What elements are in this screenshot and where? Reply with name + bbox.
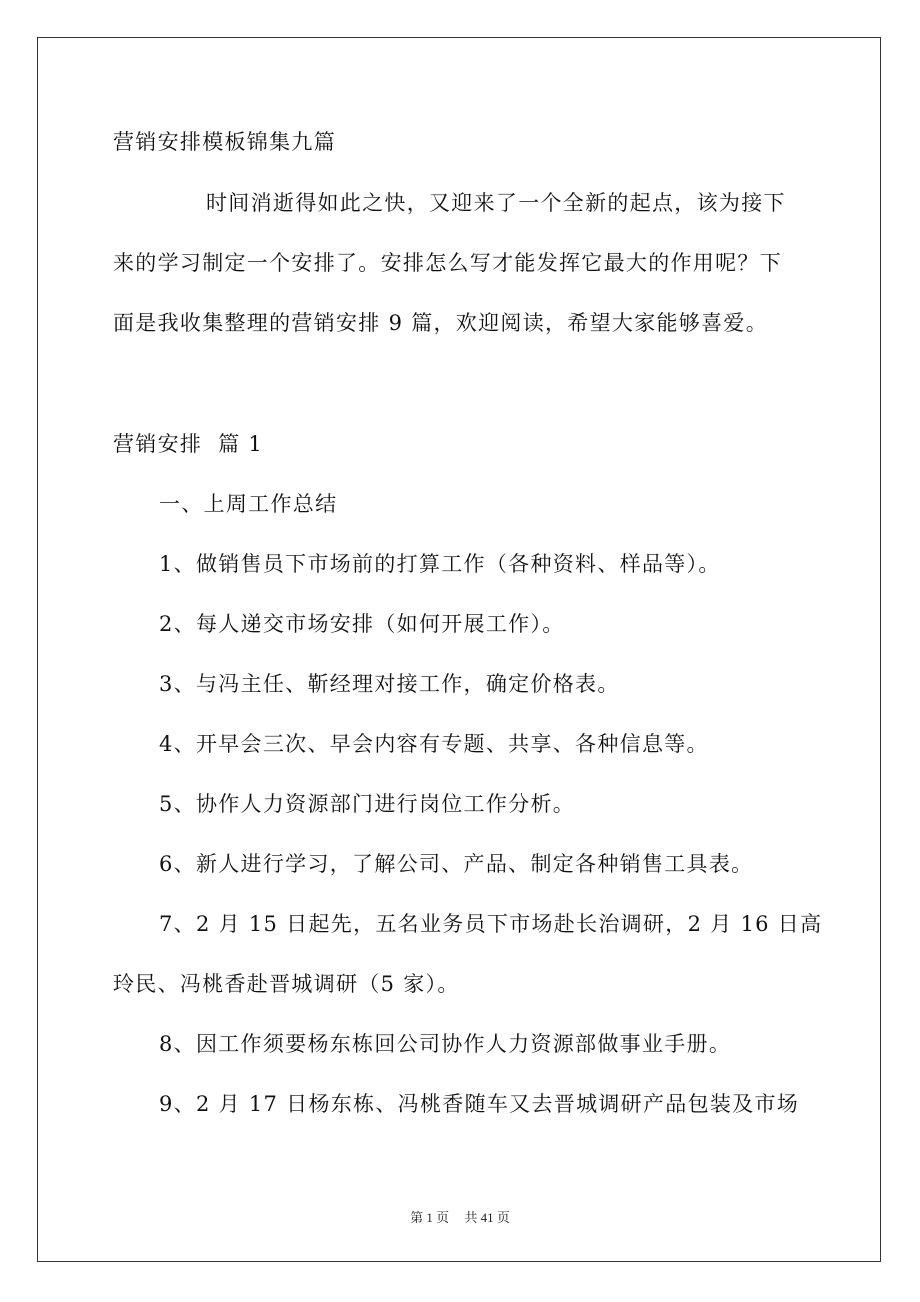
list-item: 2、每人递交市场安排（如何开展工作）。 — [159, 612, 565, 636]
subsection-title: 一、上周工作总结 — [159, 492, 338, 516]
list-item: 4、开早会三次、早会内容有专题、共享、各种信息等。 — [159, 732, 709, 756]
list-item: 5、协作人力资源部门进行岗位工作分析。 — [159, 792, 576, 816]
page-footer — [0, 1207, 920, 1226]
intro-line-2: 来的学习制定一个安排了。安排怎么写才能发挥它最大的作用呢？下 — [113, 251, 782, 275]
page-total: 共 41 页 — [464, 1210, 510, 1225]
list-item: 1、做销售员下市场前的打算工作（各种资料、样品等）。 — [159, 552, 721, 576]
intro-line-1: 时间消逝得如此之快，又迎来了一个全新的起点，该为接下 — [206, 191, 786, 215]
list-item: 8、因工作须要杨东栋回公司协作人力资源部做事业手册。 — [159, 1032, 732, 1056]
list-item: 6、新人进行学习，了解公司、产品、制定各种销售工具表。 — [159, 852, 754, 876]
list-item: 7、2 月 15 日起先，五名业务员下市场赴长治调研，2 月 16 日高 — [159, 912, 823, 936]
list-item: 3、与冯主任、靳经理对接工作，确定价格表。 — [159, 672, 620, 696]
page-border — [37, 37, 881, 1262]
section-title: 营销安排 篇 1 — [113, 432, 264, 456]
page-number: 第 1 页 — [410, 1210, 450, 1225]
intro-line-3: 面是我收集整理的营销安排 9 篇，欢迎阅读，希望大家能够喜爱。 — [113, 311, 769, 335]
document-title: 营销安排模板锦集九篇 — [113, 130, 336, 154]
list-item-continuation: 玲民、冯桃香赴晋城调研（5 家）。 — [113, 972, 460, 996]
list-item: 9、2 月 17 日杨东栋、冯桃香随车又去晋城调研产品包装及市场 — [159, 1092, 800, 1116]
